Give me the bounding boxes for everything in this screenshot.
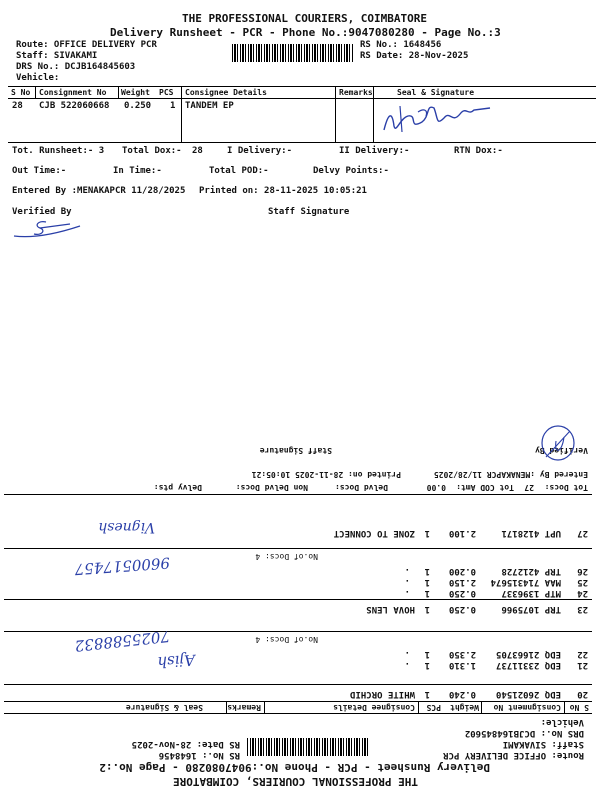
- delvy-pts: Delvy pts:: [153, 483, 202, 492]
- row-pcs: 1: [424, 649, 430, 659]
- bottom-runsheet-rotated: [0, 400, 600, 800]
- row-sno: 28: [12, 101, 23, 111]
- rs-number: RS No.: 1648456: [158, 750, 240, 760]
- verifier-signature: [530, 420, 580, 465]
- col-weight: Weight: [450, 703, 479, 712]
- col-remarks: Remarks: [227, 703, 261, 712]
- col-seal: Seal & Signature: [397, 88, 475, 97]
- ii-delivery: II Delivery:-: [339, 146, 410, 156]
- col-sno: S No: [569, 703, 589, 712]
- row-consignee: .: [404, 577, 410, 587]
- col-consignment: Consignment No: [39, 88, 107, 97]
- row-consignment: TRP 4212728: [501, 566, 561, 576]
- col-seal: Seal & Signature: [125, 703, 203, 712]
- col-sno: S No: [11, 88, 31, 97]
- printed-on: Printed on: 28-11-2025 10:05:21: [199, 186, 367, 196]
- row-consignee: .: [404, 566, 410, 576]
- row-pcs: 1: [424, 689, 430, 699]
- row-pcs: 1: [424, 660, 430, 670]
- printed-on: Printed on: 28-11-2025 10:05:21: [251, 470, 401, 479]
- non-delvd-docs: Non Delvd Docs:: [235, 483, 308, 492]
- runsheet-heading: Delivery Runsheet - PCR - Phone No.:9047080280 - Page No.:2: [99, 761, 490, 774]
- row-sno: 26: [577, 566, 588, 576]
- row-consignment: EDQ 26021540: [495, 689, 561, 699]
- row-sno: 25: [577, 577, 588, 587]
- row-sno: 23: [577, 604, 588, 614]
- company-title: THE PROFESSIONAL COURIERS, COIMBATORE: [182, 12, 428, 25]
- barcode: [232, 44, 354, 62]
- row-consignee: .: [404, 588, 410, 598]
- entered-by: Entered By :MENAKAPCR 11/28/2025: [433, 470, 588, 479]
- row-consignee: TANDEM EP: [185, 101, 234, 111]
- row-weight: 0.200: [448, 566, 476, 576]
- col-consignee: Consignee Details: [333, 703, 415, 712]
- col-pcs: PCS: [426, 703, 441, 712]
- row-consignment: MTP 1396337: [501, 588, 561, 598]
- verified-by: Verified By: [535, 446, 588, 455]
- row-pcs: 1: [424, 528, 430, 538]
- tot-docs-label: Tot Docs:: [544, 483, 588, 492]
- row-pcs: 1: [424, 577, 430, 587]
- row-weight: 0.240: [448, 689, 476, 699]
- row-consignment: EDQ 21663705: [495, 649, 561, 659]
- col-consignee: Consignee Details: [185, 88, 267, 97]
- i-delivery: I Delivery:-: [227, 146, 293, 156]
- vehicle-label: Vehicle:: [540, 717, 584, 727]
- rtn-dox: RTN Dox:-: [454, 146, 503, 156]
- row-pcs: 1: [170, 101, 176, 111]
- handwritten-phone: 7025588832: [73, 627, 171, 655]
- route-label: Route: OFFICE DELIVERY PCR: [16, 40, 157, 50]
- row-consignment: UPT 4128171: [501, 528, 561, 538]
- barcode: [246, 738, 368, 756]
- entered-by: Entered By :MENAKAPCR 11/28/2025: [12, 186, 186, 196]
- verified-by: Verified By: [12, 207, 72, 217]
- row-consignee: ZONE TO CONNECT: [333, 528, 415, 538]
- total-dox-value: 28: [192, 146, 203, 156]
- row-consignment: CJB 522060668: [39, 101, 110, 111]
- no-of-docs: No.of Docs: 4: [255, 635, 318, 644]
- handwritten-name: Ajish: [156, 650, 196, 672]
- row-consignee: .: [404, 660, 410, 670]
- verifier-signature: [10, 214, 90, 240]
- handwritten-phone: 9600517457: [74, 553, 171, 579]
- row-weight: 2.100: [448, 528, 476, 538]
- row-weight: 0.250: [448, 604, 476, 614]
- row-sno: 24: [577, 588, 588, 598]
- staff-signature: Staff Signature: [268, 207, 350, 217]
- row-consignment: EDQ 23311737: [495, 660, 561, 670]
- row-sno: 21: [577, 660, 588, 670]
- rs-date: RS Date: 28-Nov-2025: [131, 739, 240, 749]
- col-pcs: PCS: [159, 88, 174, 97]
- in-time: In Time:-: [113, 166, 162, 176]
- row-weight: 1.310: [448, 660, 476, 670]
- staff-label: Staff: SIVAKAMI: [502, 739, 584, 749]
- out-time: Out Time:-: [12, 166, 67, 176]
- tot-docs-value: 27: [524, 483, 534, 492]
- row-weight: 2.150: [448, 577, 476, 587]
- row-pcs: 1: [424, 604, 430, 614]
- row-consignment: TRP 1075966: [501, 604, 561, 614]
- staff-signature: Staff Signature: [259, 446, 332, 455]
- delvd-docs: Delvd Docs:: [335, 483, 388, 492]
- tot-cod-value: 0.00: [426, 483, 446, 492]
- row-pcs: 1: [424, 588, 430, 598]
- row-weight: 0.250: [124, 101, 152, 111]
- row-weight: 0.250: [448, 588, 476, 598]
- no-of-docs: No.of Docs: 4: [255, 552, 318, 561]
- tot-cod-label: Tot COD Amt:: [456, 483, 514, 492]
- staff-label: Staff: SIVAKAMI: [16, 51, 98, 61]
- total-pod: Total POD:-: [209, 166, 269, 176]
- row-consignment: MAA 714315674: [490, 577, 561, 587]
- drs-number: DRS No.: DCJB164845602: [464, 728, 584, 738]
- rs-number: RS No.: 1648456: [360, 40, 442, 50]
- handwritten-name: Vignesh: [98, 519, 155, 535]
- runsheet-heading: Delivery Runsheet - PCR - Phone No.:9047080280 - Page No.:3: [110, 26, 501, 39]
- col-weight: Weight: [121, 88, 150, 97]
- company-title: THE PROFESSIONAL COURIERS, COIMBATORE: [172, 775, 418, 788]
- tot-runsheet: Tot. Runsheet:- 3: [12, 146, 105, 156]
- row-weight: 2.350: [448, 649, 476, 659]
- row-sno: 22: [577, 649, 588, 659]
- drs-number: DRS No.: DCJB164845603: [16, 62, 136, 72]
- signature-scribble: [378, 96, 498, 142]
- vehicle-label: Vehicle:: [16, 73, 60, 83]
- delvy-points: Delvy Points:-: [313, 166, 389, 176]
- col-remarks: Remarks: [339, 88, 373, 97]
- row-sno: 20: [577, 689, 588, 699]
- route-label: Route: OFFICE DELIVERY PCR: [443, 750, 584, 760]
- row-sno: 27: [577, 528, 588, 538]
- rs-date: RS Date: 28-Nov-2025: [360, 51, 469, 61]
- row-consignee: WHITE ORCHID: [349, 689, 415, 699]
- total-dox-label: Total Dox:-: [122, 146, 182, 156]
- row-consignee: .: [404, 649, 410, 659]
- col-consignment: Consignment No: [493, 703, 561, 712]
- row-pcs: 1: [424, 566, 430, 576]
- row-consignee: HOVA LENS: [366, 604, 415, 614]
